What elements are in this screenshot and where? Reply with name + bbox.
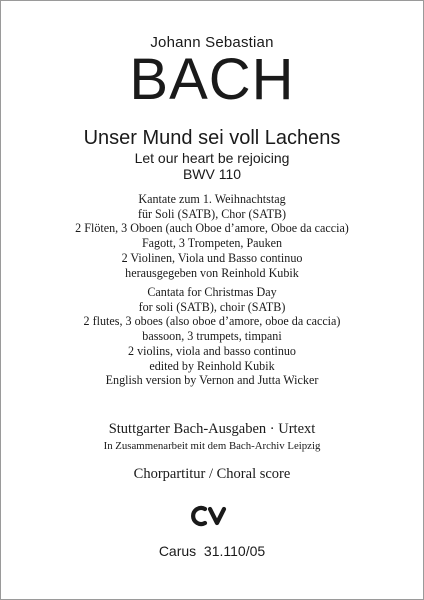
info-line: English version by Vernon and Jutta Wicker	[105, 373, 319, 388]
info-line: Fagott, 3 Trompeten, Pauken	[141, 236, 283, 251]
bwv-number: BWV 110	[182, 166, 242, 182]
info-line: 2 Violinen, Viola und Basso continuo	[121, 250, 303, 265]
info-line: Kantate zum 1. Weihnachtstag	[138, 192, 286, 206]
edition-series: Stuttgarter Bach-Ausgaben · Urtext	[108, 421, 316, 437]
info-line: 2 Flöten, 3 Oboen (auch Oboe d’amore, Oboe da caccia)	[75, 221, 349, 236]
info-line: 2 violins, viola and basso continuo	[128, 343, 296, 358]
german-description	[1, 192, 423, 280]
info-line: for soli (SATB), choir (SATB)	[138, 299, 286, 314]
work-title: Unser Mund sei voll Lachens	[83, 127, 341, 149]
info-line: für Soli (SATB), Chor (SATB)	[137, 206, 287, 221]
edition-note: In Zusammenarbeit mit dem Bach-Archiv Leipzig	[103, 440, 321, 452]
catalog-number: Carus 31.110/05	[158, 543, 266, 559]
info-line: edited by Reinhold Kubik	[149, 358, 275, 373]
composer-last-name: BACH	[129, 47, 295, 112]
info-line: 2 flutes, 3 oboes (also oboe d’amore, oboe da caccia)	[83, 314, 341, 329]
score-type: Chorpartitur / Choral score	[133, 466, 291, 482]
work-subtitle: Let our heart be rejoicing	[134, 150, 290, 166]
info-line: Cantata for Christmas Day	[147, 285, 277, 299]
composer-first-name: Johann Sebastian	[150, 34, 274, 51]
info-line: herausgegeben von Reinhold Kubik	[125, 265, 299, 280]
english-description	[1, 285, 423, 388]
info-line: bassoon, 3 trumpets, timpani	[142, 329, 282, 344]
carus-logo-icon	[188, 504, 238, 528]
